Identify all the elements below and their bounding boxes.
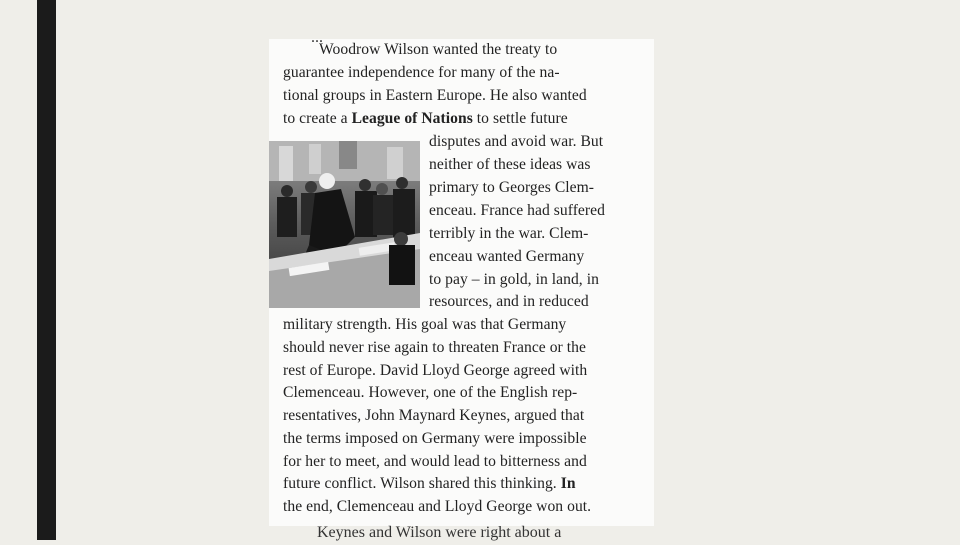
text-line: tional groups in Eastern Europe. He also wanted: [283, 87, 587, 104]
text-line: to pay – in gold, in land, in: [429, 271, 599, 288]
text-line: enceau. France had suffered: [429, 202, 605, 219]
text-line: the end, Clemenceau and Lloyd George won out.: [283, 498, 592, 515]
text-line: Woodrow Wilson wanted the treaty to: [319, 41, 558, 58]
text-line: primary to Georges Clem-: [429, 179, 595, 196]
text-line: military strength. His goal was that Germany: [283, 316, 567, 333]
text-line: [283, 108, 568, 131]
text-span: to create a: [283, 110, 352, 127]
league-of-nations-term: League of Nations: [351, 110, 473, 127]
text-line: neither of these ideas was: [429, 156, 591, 173]
text-line: guarantee independence for many of the na-: [283, 64, 560, 81]
text-line: should never rise again to threaten France or the: [283, 339, 586, 356]
text-line: [283, 473, 576, 496]
text-line: for her to meet, and would lead to bitterness and: [283, 453, 587, 470]
textbook-scan: [269, 29, 654, 541]
text-line: enceau wanted Germany: [429, 248, 585, 265]
text-bold: In: [560, 475, 576, 492]
cutoff-text-bottom: Keynes and Wilson were right about a: [317, 524, 562, 541]
text-line: rest of Europe. David Lloyd George agreed with: [283, 362, 588, 379]
text-line: Clemenceau. However, one of the English rep-: [283, 384, 578, 401]
text-line: disputes and avoid war. But: [429, 133, 604, 150]
versailles-signing-photo: [269, 141, 420, 308]
photo-image: [269, 141, 420, 308]
text-line: the terms imposed on Germany were impossible: [283, 430, 587, 447]
text-line: resentatives, John Maynard Keynes, argued that: [283, 407, 585, 424]
text-span: to settle future: [472, 110, 568, 127]
text-line: terribly in the war. Clem-: [429, 225, 589, 242]
text-line: resources, and in reduced: [429, 293, 589, 310]
cutoff-text-top: ...: [311, 29, 323, 46]
slide-accent-bar: [37, 0, 56, 540]
text-span: future conflict. Wilson shared this thinking.: [283, 475, 561, 492]
